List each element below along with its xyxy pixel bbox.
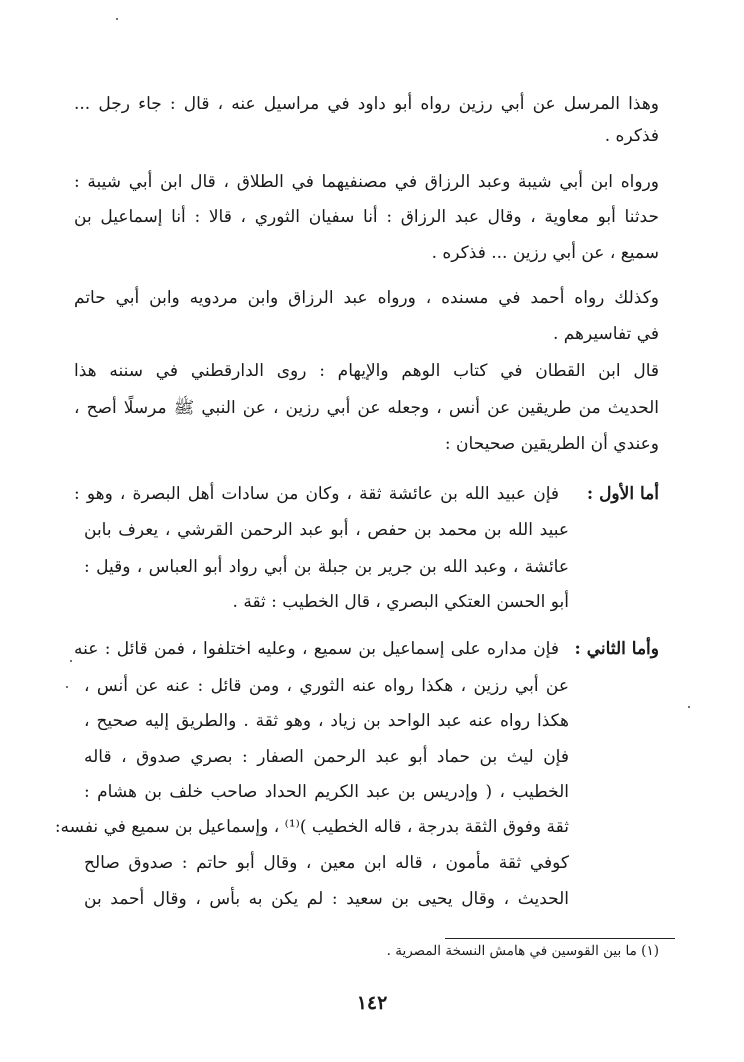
page-number: ١٤٢ (356, 992, 388, 1014)
text-line: فإن مداره على إسماعيل بن سميع ، وعليه اختلفوا ، فمن قائل : عنه (74, 639, 559, 659)
text-line: حدثنا أبو معاوية ، وقال عبد الرزاق : أنا سفيان الثوري ، قالا : أنا إسماعيل بن (74, 207, 659, 227)
footnote-divider (445, 938, 675, 939)
text-line: ثقة وفوق الثقة بدرجة ، قاله الخطيب )⁽¹⁾ ، وإسماعيل بن سميع في نفسه: (54, 817, 569, 837)
scan-speck (66, 686, 68, 688)
text-line: كوفي ثقة مأمون ، قاله ابن معين ، وقال أبو حاتم : صدوق صالح (84, 853, 569, 873)
text-line: قال ابن القطان في كتاب الوهم والإيهام : روى الدارقطني في سننه هذا (74, 361, 659, 381)
text-line: هكذا رواه عنه عبد الواحد بن زياد ، وهو ثقة . والطريق إليه صحيح ، (84, 711, 569, 731)
text-line: في تفاسيرهم . (552, 324, 659, 344)
text-line: سميع ، عن أبي رزين ... فذكره . (431, 243, 659, 263)
scan-speck (70, 660, 72, 662)
scan-speck (688, 706, 690, 708)
text-line: عائشة ، وعبد الله بن جرير بن جبلة بن أبي رواد أبو العباس ، وقيل : (84, 557, 569, 577)
text-line: أبو الحسن العتكي البصري ، قال الخطيب : ثقة . (232, 592, 569, 612)
text-line: فذكره . (604, 126, 659, 146)
text-line: وهذا المرسل عن أبي رزين رواه أبو داود في مراسيل عنه ، قال : جاء رجل ... (74, 94, 659, 114)
text-line: فإن ليث بن حماد أبو عبد الرحمن الصفار : بصري صدوق ، قاله (84, 747, 569, 767)
footnote: (١) ما بين القوسين في هامش النسخة المصرية . (386, 943, 659, 959)
text-line: عبيد الله بن محمد بن حفص ، أبو عبد الرحمن القرشي ، يعرف بابن (84, 520, 569, 540)
text-line: الحديث من طريقين عن أنس ، وجعله عن أبي رزين ، عن النبي ﷺ مرسلًا أصح ، (74, 398, 659, 418)
text-line: عن أبي رزين ، هكذا رواه عنه الثوري ، ومن قائل : عنه عن أنس ، (84, 676, 569, 696)
text-line: ورواه ابن أبي شيبة وعبد الرزاق في مصنفيهما في الطلاق ، قال ابن أبي شيبة : (74, 172, 659, 192)
text-line: وكذلك رواه أحمد في مسنده ، ورواه عبد الرزاق وابن مردويه وابن أبي حاتم (74, 288, 659, 308)
section-label-first: أما الأول : (586, 484, 659, 504)
scan-speck (116, 18, 118, 20)
text-line: الخطيب ، ( وإدريس بن عبد الكريم الحداد صاحب خلف بن هشام : (84, 782, 569, 802)
text-line: الحديث ، وقال يحيى بن سعيد : لم يكن به بأس ، وقال أحمد بن (84, 889, 569, 909)
section-label-second: وأما الثاني : (574, 639, 659, 659)
text-line: وعندي أن الطريقين صحيحان : (444, 434, 659, 454)
text-line: فإن عبيد الله بن عائشة ثقة ، وكان من سادات أهل البصرة ، وهو : (74, 484, 559, 504)
